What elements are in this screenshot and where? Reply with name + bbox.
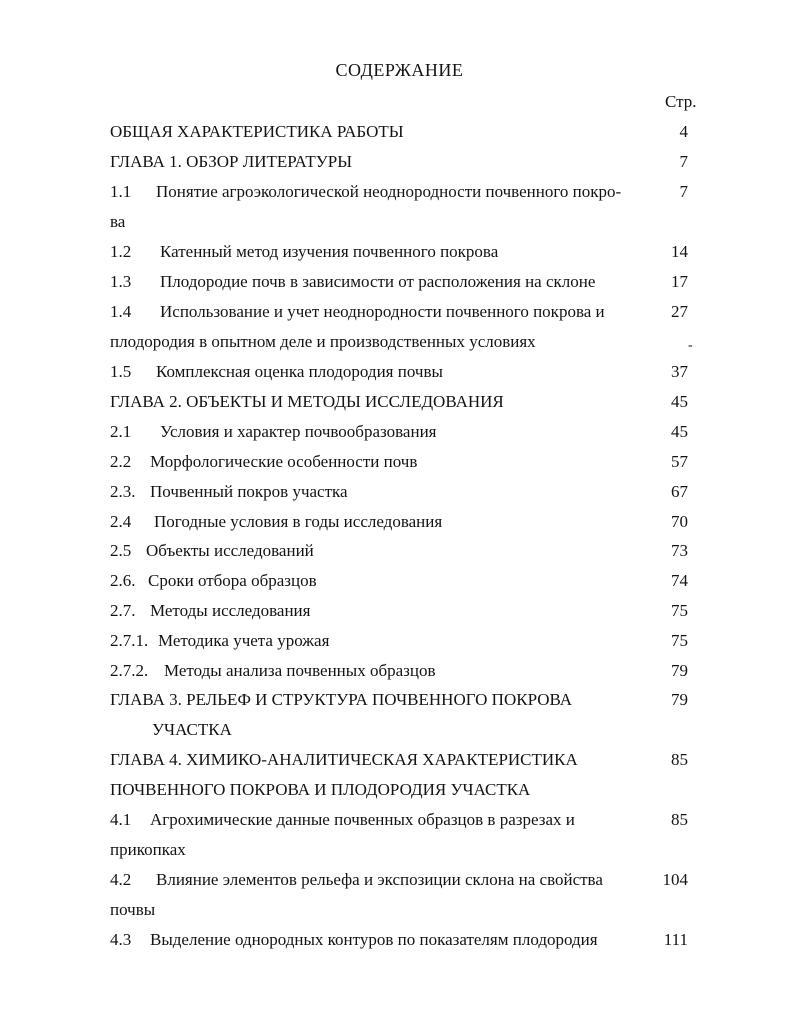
toc-entry-text: Почвенный покров участка	[150, 482, 348, 501]
toc-entry	[110, 147, 700, 177]
toc-entry	[110, 685, 700, 745]
toc-entry-number: 4.2	[110, 870, 132, 889]
toc-entry-number: 2.1	[110, 422, 132, 441]
toc-entry	[110, 536, 700, 566]
toc-entry-page: 75	[671, 631, 688, 650]
toc-entry-number: 1.1	[110, 182, 132, 201]
page-title: СОДЕРЖАНИЕ	[335, 60, 464, 80]
toc-entry-number: 2.4	[110, 512, 132, 531]
toc-entry-page: 17	[671, 272, 688, 291]
toc-entry-text: ГЛАВА 4. ХИМИКО-АНАЛИТИЧЕСКАЯ ХАРАКТЕРИСТИКА	[110, 750, 578, 769]
toc-entry-text-continued: плодородия в опытном деле и производственных условиях	[110, 332, 536, 351]
toc-entry-page: 7	[679, 182, 688, 201]
toc-entry-number: 2.7.2.	[110, 661, 149, 680]
toc-entry	[110, 417, 700, 447]
toc-entry	[110, 626, 700, 656]
toc-entry-text: Понятие агроэкологической неоднородности почвенного покро-	[156, 182, 622, 201]
toc-entry-number: 1.2	[110, 242, 132, 261]
toc-entry-text: Сроки отбора образцов	[148, 571, 317, 590]
toc-entry	[110, 566, 700, 596]
toc-entry-text-continued: УЧАСТКА	[152, 720, 232, 739]
toc-entry	[110, 297, 700, 357]
toc-entry-text: Агрохимические данные почвенных образцов в разрезах и	[150, 810, 575, 829]
toc-entry-text: ГЛАВА 3. РЕЛЬЕФ И СТРУКТУРА ПОЧВЕННОГО ПОКРОВА	[110, 690, 573, 709]
stray-mark: -	[688, 338, 693, 353]
toc-entry-text: Влияние элементов рельефа и экспозиции склона на свойства	[156, 870, 603, 889]
toc-entry-page: 104	[662, 870, 688, 889]
toc-entry-text: Объекты исследований	[146, 541, 314, 560]
toc-entry-number: 2.7.	[110, 601, 136, 620]
toc-entry-text: ГЛАВА 1. ОБЗОР ЛИТЕРАТУРЫ	[110, 152, 353, 171]
toc-entry-page: 45	[671, 392, 688, 411]
toc-entry-page: 4	[679, 122, 688, 141]
toc-entry-page: 79	[671, 661, 688, 680]
toc-entry	[110, 387, 700, 417]
toc-entry-page: 85	[671, 810, 688, 829]
toc-entry-page: 111	[663, 930, 688, 949]
toc-entry-text-continued: почвы	[110, 900, 156, 919]
toc-entry-number: 4.3	[110, 930, 132, 949]
toc-entry-text: Методы анализа почвенных образцов	[164, 661, 436, 680]
toc-entry-page: 70	[671, 512, 688, 531]
toc-entry-page: 85	[671, 750, 688, 769]
toc-entry-text: Комплексная оценка плодородия почвы	[156, 362, 443, 381]
toc-entry-page: 45	[671, 422, 688, 441]
toc-entry-number: 4.1	[110, 810, 132, 829]
toc-entry-number: 2.6.	[110, 571, 136, 590]
toc-entry-number: 1.4	[110, 302, 132, 321]
toc-entry	[110, 865, 700, 925]
toc-entry	[110, 477, 700, 507]
toc-entry-text-continued: ва	[110, 212, 126, 231]
toc-entry	[110, 267, 700, 297]
toc-entry	[110, 596, 700, 626]
toc-entry	[110, 925, 700, 955]
toc-entry-text: ОБЩАЯ ХАРАКТЕРИСТИКА РАБОТЫ	[110, 122, 404, 141]
toc-entry-text-continued: ПОЧВЕННОГО ПОКРОВА И ПЛОДОРОДИЯ УЧАСТКА	[110, 780, 531, 799]
toc-entry-number: 2.5	[110, 541, 132, 560]
toc-entry	[110, 357, 700, 387]
toc-entry	[110, 447, 700, 477]
toc-entry-text: Плодородие почв в зависимости от расположения на склоне	[160, 272, 596, 291]
toc-entry-number: 1.5	[110, 362, 132, 381]
toc-entry-text: Методы исследования	[150, 601, 311, 620]
toc-entry-page: 27	[671, 302, 688, 321]
toc-entry	[110, 745, 700, 805]
toc-entry-page: 14	[671, 242, 688, 261]
toc-entry-number: 1.3	[110, 272, 132, 291]
toc-entry-text: Условия и характер почвообразования	[160, 422, 437, 441]
toc-entry-text: Методика учета урожая	[158, 631, 330, 650]
toc-entry	[110, 805, 700, 865]
toc-entry	[110, 177, 700, 237]
toc-entry	[110, 507, 700, 537]
toc-entry-number: 2.2	[110, 452, 132, 471]
toc-entry-text: Морфологические особенности почв	[150, 452, 418, 471]
toc-entry-text: ГЛАВА 2. ОБЪЕКТЫ И МЕТОДЫ ИССЛЕДОВАНИЯ	[110, 392, 504, 411]
toc-entry-number: 2.3.	[110, 482, 136, 501]
toc-entry-text: Выделение однородных контуров по показателям плодородия	[150, 930, 598, 949]
toc-entry-page: 57	[671, 452, 688, 471]
toc-entry-text: Использование и учет неоднородности почвенного покрова и	[160, 302, 605, 321]
toc-entry-page: 37	[671, 362, 688, 381]
toc-entry-page: 74	[671, 571, 688, 590]
toc-entry-text-continued: прикопках	[110, 840, 186, 859]
toc-entry-page: 67	[671, 482, 688, 501]
toc-entry-page: 75	[671, 601, 688, 620]
toc-entry-text: Катенный метод изучения почвенного покрова	[160, 242, 499, 261]
toc-entry	[110, 117, 700, 147]
toc-entry-page: 7	[679, 152, 688, 171]
toc-entry-text: Погодные условия в годы исследования	[154, 512, 443, 531]
toc-entry	[110, 237, 700, 267]
toc-entry-page: 73	[671, 541, 688, 560]
toc-entry-page: 79	[671, 690, 688, 709]
toc-entry	[110, 656, 700, 686]
toc-entry-number: 2.7.1.	[110, 631, 149, 650]
page-column-label: Стр.	[665, 92, 697, 111]
